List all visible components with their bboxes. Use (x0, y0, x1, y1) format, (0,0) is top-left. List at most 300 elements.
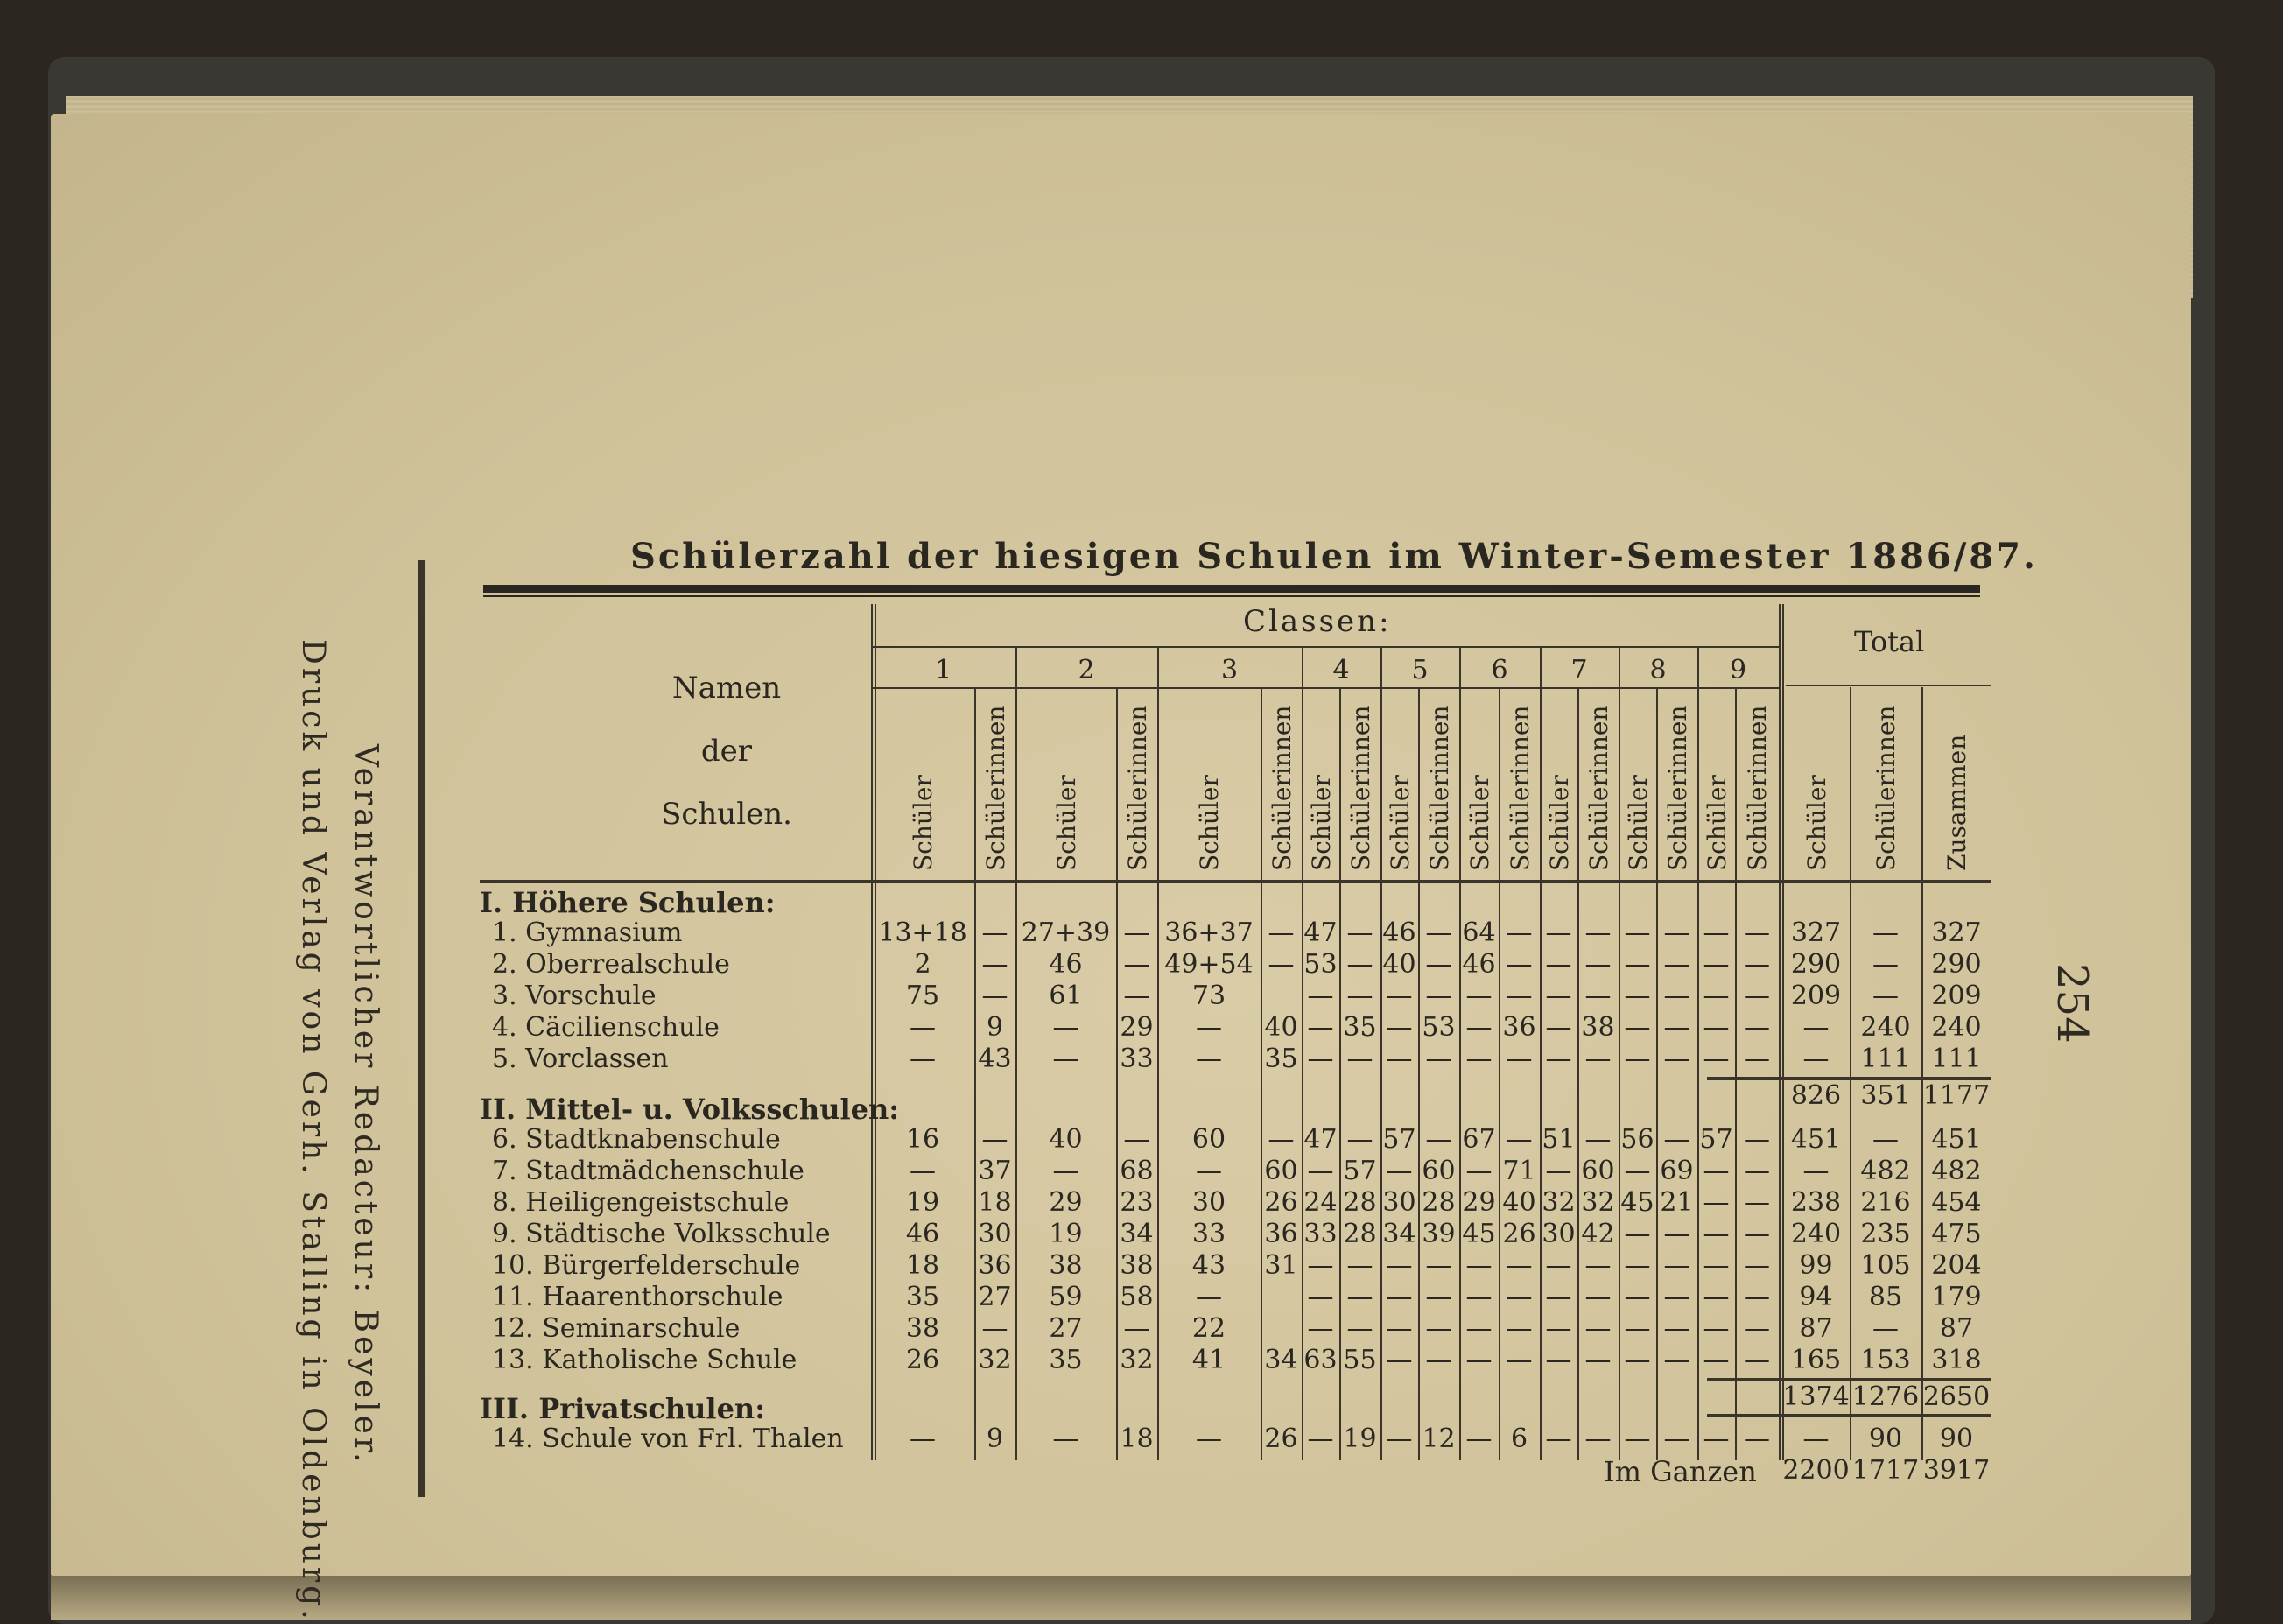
total-cell: 216 (1860, 1187, 1911, 1218)
table-cell: — (1346, 1282, 1373, 1312)
total-cell: — (1872, 949, 1899, 980)
table-cell: 67 (1462, 1124, 1496, 1155)
table-cell: — (1425, 917, 1452, 948)
table-cell: — (1506, 1250, 1533, 1281)
table-cell: — (1386, 1345, 1413, 1375)
total-divider (1779, 604, 1781, 1460)
table-cell: — (1624, 949, 1651, 980)
col-schuelerinnen: Schülerinnen (1743, 705, 1772, 871)
table-cell: 12 (1422, 1424, 1456, 1454)
school-name: 14. Schule von Frl. Thalen (492, 1424, 844, 1454)
table-cell: — (1624, 1424, 1651, 1454)
table-cell: 38 (905, 1313, 940, 1344)
table-cell: — (1425, 981, 1452, 1011)
total-cell: 235 (1860, 1219, 1911, 1249)
school-name: 1. Gymnasium (492, 917, 683, 948)
table-cell: — (1584, 1282, 1612, 1312)
col-schuelerinnen: Schülerinnen (1584, 705, 1613, 871)
table-cell: — (1465, 1012, 1493, 1043)
table-cell: — (1425, 1345, 1452, 1375)
table-cell: — (1052, 1012, 1079, 1043)
total-cell: — (1872, 981, 1899, 1011)
total-header-rule (1786, 685, 1991, 686)
table-cell: — (1346, 1044, 1373, 1074)
total-cell: 165 (1790, 1345, 1842, 1375)
table-cell: — (910, 1156, 936, 1186)
table-cell: 41 (1191, 1345, 1226, 1375)
table-cell: — (1703, 1282, 1730, 1312)
table-cell: 36 (1502, 1012, 1536, 1043)
table-cell: — (1346, 1124, 1373, 1155)
school-name: 13. Katholische Schule (492, 1345, 797, 1375)
table-cell: 21 (1660, 1187, 1694, 1218)
table-cell: — (1624, 1282, 1651, 1312)
table-cell: — (1663, 1012, 1690, 1043)
table-cell: 34 (1382, 1219, 1416, 1249)
printer-line: Druck und Verlag von Gerh. Stalling in Oldenburg. (295, 639, 331, 1623)
table-cell: — (1123, 981, 1150, 1011)
table-cell: — (1663, 1282, 1690, 1312)
table-cell: — (910, 1012, 936, 1043)
school-name: 10. Bürgerfelderschule (492, 1250, 801, 1281)
col-schueler: Schüler (1306, 775, 1336, 871)
table-cell: — (1663, 1124, 1690, 1155)
table-cell: 36 (1264, 1219, 1298, 1249)
total-cell: 475 (1931, 1219, 1982, 1249)
total-cell: 290 (1790, 949, 1842, 980)
table-cell: — (1268, 949, 1295, 980)
table-cell: 63 (1303, 1345, 1338, 1375)
table-cell: 32 (1581, 1187, 1615, 1218)
school-name: 4. Cäcilienschule (492, 1012, 720, 1043)
table-cell: 33 (1191, 1219, 1226, 1249)
table-cell: — (1465, 1156, 1493, 1186)
col-schuelerinnen: Schülerinnen (1505, 705, 1535, 871)
total-cell: 240 (1860, 1012, 1911, 1043)
school-name: 6. Stadtknabenschule (492, 1124, 781, 1155)
table-cell: 46 (905, 1219, 940, 1249)
subtotal-cell: 1374 (1782, 1381, 1850, 1412)
table-cell: — (1052, 1156, 1079, 1186)
table-cell: 60 (1422, 1156, 1456, 1186)
editor-line: Verantwortlicher Redacteur: Beyeler. (348, 744, 383, 1466)
table-cell: 59 (1049, 1282, 1083, 1312)
table-cell: — (1346, 981, 1373, 1011)
table-cell: 19 (1343, 1424, 1377, 1454)
col-schueler: Schüler (1465, 775, 1494, 871)
total-cell: 318 (1931, 1345, 1982, 1375)
total-cell: 240 (1790, 1219, 1842, 1249)
table-cell: — (1506, 917, 1533, 948)
table-cell: — (1386, 1424, 1413, 1454)
table-cell: 60 (1581, 1156, 1615, 1186)
table-cell: — (1663, 917, 1690, 948)
table-cell: 6 (1510, 1424, 1528, 1454)
table-cell: — (1744, 949, 1770, 980)
table-cell: 53 (1422, 1012, 1456, 1043)
table-title: Schülerzahl der hiesigen Schulen im Winter-Semester 1886/87. (630, 536, 2038, 577)
table-cell: — (1703, 1219, 1730, 1249)
table-cell: — (1584, 949, 1612, 980)
col-schueler: Schüler (1385, 775, 1415, 871)
table-cell: — (1545, 949, 1572, 980)
subtotal-cell: 1177 (1922, 1080, 1991, 1111)
table-cell: 29 (1120, 1012, 1154, 1043)
table-cell: 43 (1191, 1250, 1226, 1281)
table-cell: 40 (1502, 1187, 1536, 1218)
table-cell: — (1545, 1424, 1572, 1454)
table-cell: — (1425, 1044, 1452, 1074)
total-cell: 85 (1868, 1282, 1903, 1312)
school-name: 7. Stadtmädchenschule (492, 1156, 804, 1186)
table-cell: 26 (1264, 1187, 1298, 1218)
table-cell: — (981, 1313, 1008, 1344)
table-cell: — (1545, 981, 1572, 1011)
header-classes: Classen: (1243, 604, 1392, 639)
table-cell: — (1584, 1424, 1612, 1454)
table-cell: — (1624, 917, 1651, 948)
table-cell: 29 (1462, 1187, 1496, 1218)
table-cell: 71 (1502, 1156, 1536, 1186)
bottom-gutter (51, 1576, 2191, 1620)
table-cell: — (1196, 1156, 1222, 1186)
table-cell: 33 (1120, 1044, 1154, 1074)
class-number-8: 8 (1649, 655, 1667, 685)
table-cell: — (1465, 1345, 1493, 1375)
school-name: 8. Heiligengeistschule (492, 1187, 790, 1218)
header-bottom-rule (480, 880, 1991, 883)
total-cell: 94 (1799, 1282, 1833, 1312)
table-cell: 37 (978, 1156, 1012, 1186)
table-cell: — (981, 917, 1008, 948)
table-cell: — (1465, 1250, 1493, 1281)
total-cell: — (1802, 1012, 1830, 1043)
table-cell: 27 (1049, 1313, 1083, 1344)
section-heading: III. Privatschulen: (480, 1392, 765, 1425)
total-cell: 90 (1868, 1424, 1903, 1454)
table-cell: 19 (905, 1187, 940, 1218)
table-cell: — (1703, 1156, 1730, 1186)
total-cell: — (1802, 1044, 1830, 1074)
col-schuelerinnen: Schülerinnen (1662, 705, 1692, 871)
names-line-1: Namen (671, 671, 782, 706)
table-cell: 53 (1303, 949, 1338, 980)
total-cell: — (1802, 1424, 1830, 1454)
table-cell: — (1703, 949, 1730, 980)
col-schuelerinnen: Schülerinnen (1122, 705, 1152, 871)
total-cell: 209 (1931, 981, 1982, 1011)
section-heading: I. Höhere Schulen: (480, 886, 776, 919)
table-cell: 36+37 (1164, 917, 1254, 948)
total-cell: — (1802, 1156, 1830, 1186)
class-number-5: 5 (1411, 655, 1429, 685)
total-cell: 451 (1931, 1124, 1982, 1155)
table-cell: 34 (1264, 1345, 1298, 1375)
class-number-3: 3 (1220, 655, 1239, 685)
table-cell: — (1584, 1250, 1612, 1281)
table-cell: 2 (914, 949, 931, 980)
table-cell: — (1744, 1250, 1770, 1281)
total-cell: 327 (1931, 917, 1982, 948)
table-cell: — (1744, 1424, 1770, 1454)
table-cell: — (1386, 981, 1413, 1011)
table-cell: — (1506, 1345, 1533, 1375)
table-cell: 45 (1462, 1219, 1496, 1249)
title-rule-thin (483, 595, 1980, 597)
total-cell: 451 (1790, 1124, 1842, 1155)
school-name: 5. Vorclassen (492, 1044, 669, 1074)
table-cell: — (1545, 1250, 1572, 1281)
table-cell: — (1425, 1313, 1452, 1344)
table-cell: — (1307, 1282, 1334, 1312)
table-cell: — (1196, 1424, 1222, 1454)
privat-rule (1707, 1414, 1991, 1417)
total-cell: 87 (1939, 1313, 1974, 1344)
table-cell: 30 (1191, 1187, 1226, 1218)
table-cell: — (1584, 1345, 1612, 1375)
class-number-7: 7 (1570, 655, 1588, 685)
table-cell: — (1744, 981, 1770, 1011)
table-cell: 27+39 (1021, 917, 1111, 948)
table-cell: — (1624, 1250, 1651, 1281)
table-cell: 26 (1502, 1219, 1536, 1249)
table-cell: — (1123, 1124, 1150, 1155)
total-cell: 204 (1931, 1250, 1982, 1281)
table-cell: — (1307, 1313, 1334, 1344)
table-cell: 64 (1462, 917, 1496, 948)
table-cell: — (1744, 1156, 1770, 1186)
table-cell: — (1545, 1313, 1572, 1344)
table-cell: — (1624, 1012, 1651, 1043)
class-number-2: 2 (1078, 655, 1095, 685)
table-cell: — (1584, 1124, 1612, 1155)
table-cell: 30 (1382, 1187, 1416, 1218)
table-cell: — (1307, 1156, 1334, 1186)
col-schueler: Schüler (1051, 775, 1081, 871)
table-cell: — (1744, 1345, 1770, 1375)
table-cell: — (1663, 1313, 1690, 1344)
col-schueler: Schüler (1544, 775, 1574, 871)
total-cell: 238 (1790, 1187, 1842, 1218)
table-cell: — (1425, 949, 1452, 980)
table-cell: — (1744, 1313, 1770, 1344)
table-cell: — (1663, 1424, 1690, 1454)
total-cell: 290 (1931, 949, 1982, 980)
table-cell: — (1545, 1156, 1572, 1186)
table-cell: 13+18 (878, 917, 967, 948)
table-cell: 9 (986, 1012, 1004, 1043)
table-cell: 22 (1191, 1313, 1226, 1344)
table-cell: — (1123, 1313, 1150, 1344)
subtotal-cell: 826 (1790, 1080, 1842, 1111)
table-cell: 9 (986, 1424, 1004, 1454)
table-cell: — (1584, 917, 1612, 948)
class-number-rule (871, 687, 1779, 689)
table-cell: — (1744, 1187, 1770, 1218)
header-total: Total (1854, 625, 1925, 658)
total-cell: 90 (1939, 1424, 1974, 1454)
table-cell: — (1268, 1124, 1295, 1155)
table-cell: 28 (1422, 1187, 1456, 1218)
table-cell: 32 (978, 1345, 1012, 1375)
table-cell: 32 (1542, 1187, 1576, 1218)
table-cell: — (1465, 1313, 1493, 1344)
table-cell: — (1703, 917, 1730, 948)
table-cell: — (1624, 1313, 1651, 1344)
table-cell: 19 (1049, 1219, 1083, 1249)
table-cell: — (1744, 1219, 1770, 1249)
col-schueler: Schüler (909, 775, 938, 871)
table-cell: — (1663, 949, 1690, 980)
table-cell: — (1346, 1313, 1373, 1344)
table-cell: — (1703, 1187, 1730, 1218)
table-cell: 40 (1264, 1012, 1298, 1043)
table-cell: — (1506, 981, 1533, 1011)
table-cell: 61 (1049, 981, 1083, 1011)
subtotal-cell: 351 (1860, 1080, 1911, 1111)
table-cell: — (981, 1124, 1008, 1155)
table-cell: — (1624, 1345, 1651, 1375)
table-cell: 29 (1049, 1187, 1083, 1218)
table-cell: — (1052, 1044, 1079, 1074)
table-cell: — (1624, 1156, 1651, 1186)
table-cell: 73 (1191, 981, 1226, 1011)
table-cell: 28 (1343, 1219, 1377, 1249)
col-schueler: Schüler (1623, 775, 1653, 871)
total-cell: — (1872, 1124, 1899, 1155)
table-cell: 46 (1462, 949, 1496, 980)
table-cell: — (1196, 1044, 1222, 1074)
table-cell: — (1703, 1313, 1730, 1344)
table-cell: — (1744, 1282, 1770, 1312)
table-cell: — (1624, 1219, 1651, 1249)
table-cell: — (1663, 1044, 1690, 1074)
table-cell: — (1307, 1424, 1334, 1454)
table-cell: — (1703, 1345, 1730, 1375)
col-total-schuelerinnen: Schülerinnen (1872, 705, 1900, 871)
table-cell: 26 (1264, 1424, 1298, 1454)
table-cell: — (1584, 981, 1612, 1011)
table-cell: 31 (1264, 1250, 1298, 1281)
total-cell: 454 (1931, 1187, 1982, 1218)
table-cell: — (1196, 1012, 1222, 1043)
table-cell: — (1307, 981, 1334, 1011)
table-cell: 24 (1303, 1187, 1338, 1218)
table-cell: — (1624, 981, 1651, 1011)
total-cell: 482 (1860, 1156, 1911, 1186)
table-cell: — (1703, 1424, 1730, 1454)
table-cell: 38 (1581, 1012, 1615, 1043)
grand-total-label: Im Ganzen (1604, 1455, 1757, 1488)
total-cell: 99 (1799, 1250, 1833, 1281)
table-cell: — (1663, 981, 1690, 1011)
subtotal-cell: 2650 (1922, 1381, 1991, 1412)
col-schuelerinnen: Schülerinnen (980, 705, 1010, 871)
school-name: 12. Seminarschule (492, 1313, 741, 1344)
table-cell: 68 (1120, 1156, 1154, 1186)
table-cell: — (1744, 1124, 1770, 1155)
school-name: 2. Oberrealschule (492, 949, 730, 980)
total-cell: 111 (1860, 1044, 1911, 1074)
school-name: 9. Städtische Volksschule (492, 1219, 831, 1249)
table-cell: 40 (1382, 949, 1416, 980)
table-cell: 28 (1343, 1187, 1377, 1218)
table-cell: — (1584, 1044, 1612, 1074)
table-cell: 51 (1542, 1124, 1576, 1155)
table-cell: 32 (1120, 1345, 1154, 1375)
table-cell: 69 (1660, 1156, 1694, 1186)
table-cell: 60 (1191, 1124, 1226, 1155)
table-cell: 35 (905, 1282, 940, 1312)
grand-total-cell: 2200 (1782, 1455, 1850, 1486)
table-cell: — (1196, 1282, 1222, 1312)
table-cell: — (1307, 1250, 1334, 1281)
table-cell: — (1386, 1313, 1413, 1344)
table-cell: 18 (1120, 1424, 1154, 1454)
table-cell: — (1545, 1012, 1572, 1043)
table-cell: 35 (1343, 1012, 1377, 1043)
table-cell: — (1703, 1012, 1730, 1043)
class-number-4: 4 (1332, 655, 1350, 685)
table-cell: 18 (978, 1187, 1012, 1218)
col-schueler: Schüler (1195, 775, 1224, 871)
table-cell: — (1506, 1124, 1533, 1155)
table-cell: 34 (1120, 1219, 1154, 1249)
table-cell: — (1545, 1282, 1572, 1312)
table-cell: — (1624, 1044, 1651, 1074)
grand-total-cell: 1717 (1851, 1455, 1920, 1486)
table-cell: 30 (978, 1219, 1012, 1249)
total-cell: 482 (1931, 1156, 1982, 1186)
table-cell: — (1584, 1313, 1612, 1344)
classes-header-rule (871, 646, 1779, 648)
table-cell: 56 (1620, 1124, 1654, 1155)
table-cell: 45 (1620, 1187, 1654, 1218)
table-cell: 38 (1049, 1250, 1083, 1281)
table-cell: — (1386, 1044, 1413, 1074)
table-cell: 35 (1264, 1044, 1298, 1074)
table-cell: 36 (978, 1250, 1012, 1281)
table-cell: 57 (1699, 1124, 1733, 1155)
table-cell: — (1545, 1345, 1572, 1375)
table-cell: — (1663, 1345, 1690, 1375)
class-number-6: 6 (1491, 655, 1508, 685)
table-cell: — (1545, 1044, 1572, 1074)
table-cell: 49+54 (1164, 949, 1254, 980)
col-schuelerinnen: Schülerinnen (1424, 705, 1454, 871)
header-names (613, 657, 840, 846)
table-cell: 40 (1049, 1124, 1083, 1155)
table-cell: 46 (1049, 949, 1083, 980)
table-cell: — (1703, 1044, 1730, 1074)
table-cell: — (1465, 1282, 1493, 1312)
names-line-2: der (700, 734, 753, 769)
total-cell: — (1872, 1313, 1899, 1344)
table-cell: — (1506, 1313, 1533, 1344)
table-cell: — (1425, 1250, 1452, 1281)
table-cell: — (1425, 1282, 1452, 1312)
table-cell: 35 (1049, 1345, 1083, 1375)
table-cell: — (1386, 1250, 1413, 1281)
total-cell: 111 (1931, 1044, 1982, 1074)
table-cell: 26 (905, 1345, 940, 1375)
col-total-zusammen: Zusammen (1942, 734, 1971, 871)
class-number-1: 1 (934, 655, 952, 685)
table-cell: 47 (1303, 1124, 1338, 1155)
table-cell: 38 (1120, 1250, 1154, 1281)
table-cell: — (981, 949, 1008, 980)
col-schueler: Schüler (1702, 775, 1732, 871)
